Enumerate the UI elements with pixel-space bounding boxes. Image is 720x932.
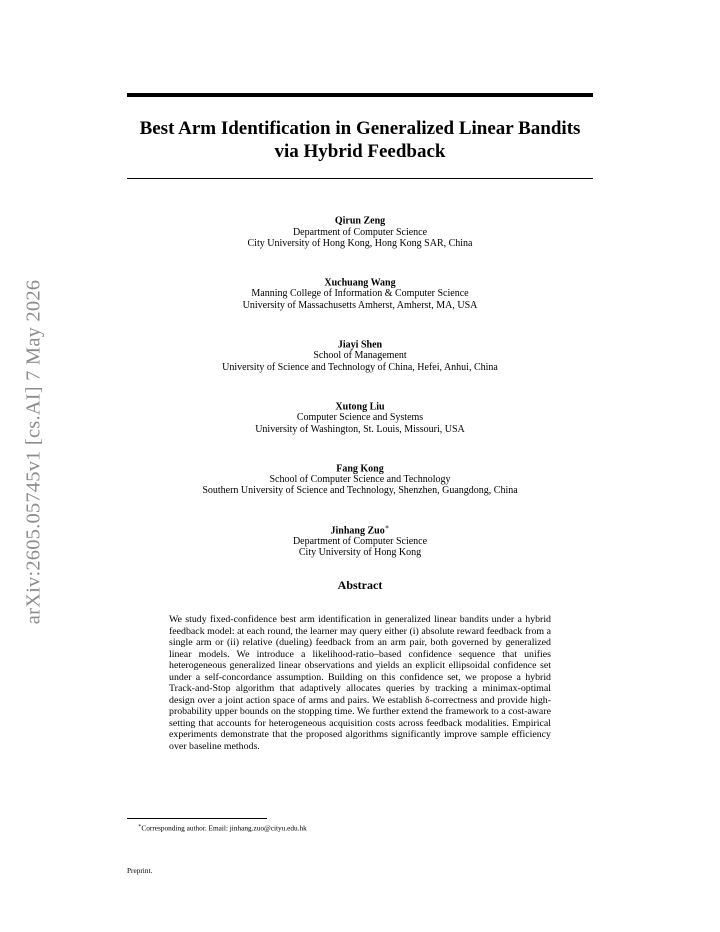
author-name: Qirun Zeng [334, 215, 386, 227]
author-block [127, 336, 593, 373]
author-affiliation: School of Management [313, 350, 407, 362]
author-name: Jinhang Zuo∗ [330, 522, 390, 537]
author-block [127, 212, 593, 249]
author-name: Xutong Liu [335, 401, 385, 413]
preprint-label: Preprint. [127, 866, 153, 875]
author-affiliation: Computer Science and Systems [296, 412, 424, 424]
author-affiliation: Department of Computer Science [292, 226, 428, 238]
author-name: Jiayi Shen [337, 339, 383, 351]
author-affiliation: City University of Hong Kong, Hong Kong SAR, China [247, 237, 473, 249]
footnote-rule [127, 818, 267, 819]
author-affiliation: City University of Hong Kong [298, 547, 422, 559]
author-list [127, 212, 593, 584]
abstract-heading: Abstract [337, 578, 383, 592]
title-bottom-rule [127, 178, 593, 179]
author-affiliation: University of Science and Technology of China, Hefei, Anhui, China [222, 361, 498, 373]
title-line-2: via Hybrid Feedback [274, 141, 446, 162]
author-name: Fang Kong [336, 463, 384, 475]
author-block [127, 522, 593, 559]
author-affiliation: University of Washington, St. Louis, Missouri, USA [255, 423, 465, 435]
author-affiliation: Manning College of Information & Computer Science [251, 288, 469, 300]
corresponding-author-footnote: ∗Corresponding author. Email: jinhang.zuo@cityu.edu.hk [138, 823, 307, 833]
abstract-body: We study fixed-confidence best arm identification in generalized linear bandits under a hybrid feedback model: at each round, the learner may query either (i) absolute reward feedback from a single arm or (ii) relative (dueling) feedback from an arm pair, both governed by generalized linear models. We introduce a likelihood-ratio–based confidence sequence that unifies heterogeneous generalized linear observations and yields an explicit ellipsoidal confidence set under a self-concordance assumption. Building on this confidence set, we propose a hybrid Track-and-Stop algorithm that adaptively allocates queries by tracking a minimax-optimal design over a joint action space of arms and pairs. We establish δ-correctness and provide high-probability upper bounds on the stopping time. We further extend the framework to a cost-aware setting that accounts for heterogeneous acquisition costs across feedback modalities. Empirical experiments demonstrate that the proposed algorithms significantly improve sample efficiency over baseline methods. [169, 614, 551, 752]
title-line-1: Best Arm Identification in Generalized Linear Bandits [139, 118, 581, 139]
author-block [127, 274, 593, 311]
title-top-rule [127, 93, 593, 97]
author-block [127, 460, 593, 497]
author-block [127, 398, 593, 435]
author-name: Xuchuang Wang [324, 277, 396, 289]
paper-title [127, 117, 593, 163]
author-affiliation: Southern University of Science and Technology, Shenzhen, Guangdong, China [202, 485, 518, 497]
author-affiliation: University of Massachusetts Amherst, Amherst, MA, USA [242, 299, 478, 311]
arxiv-stamp: arXiv:2605.05745v1 [cs.AI] 7 May 2026 [22, 279, 45, 625]
author-affiliation: Department of Computer Science [292, 536, 428, 548]
author-affiliation: School of Computer Science and Technology [269, 474, 451, 486]
